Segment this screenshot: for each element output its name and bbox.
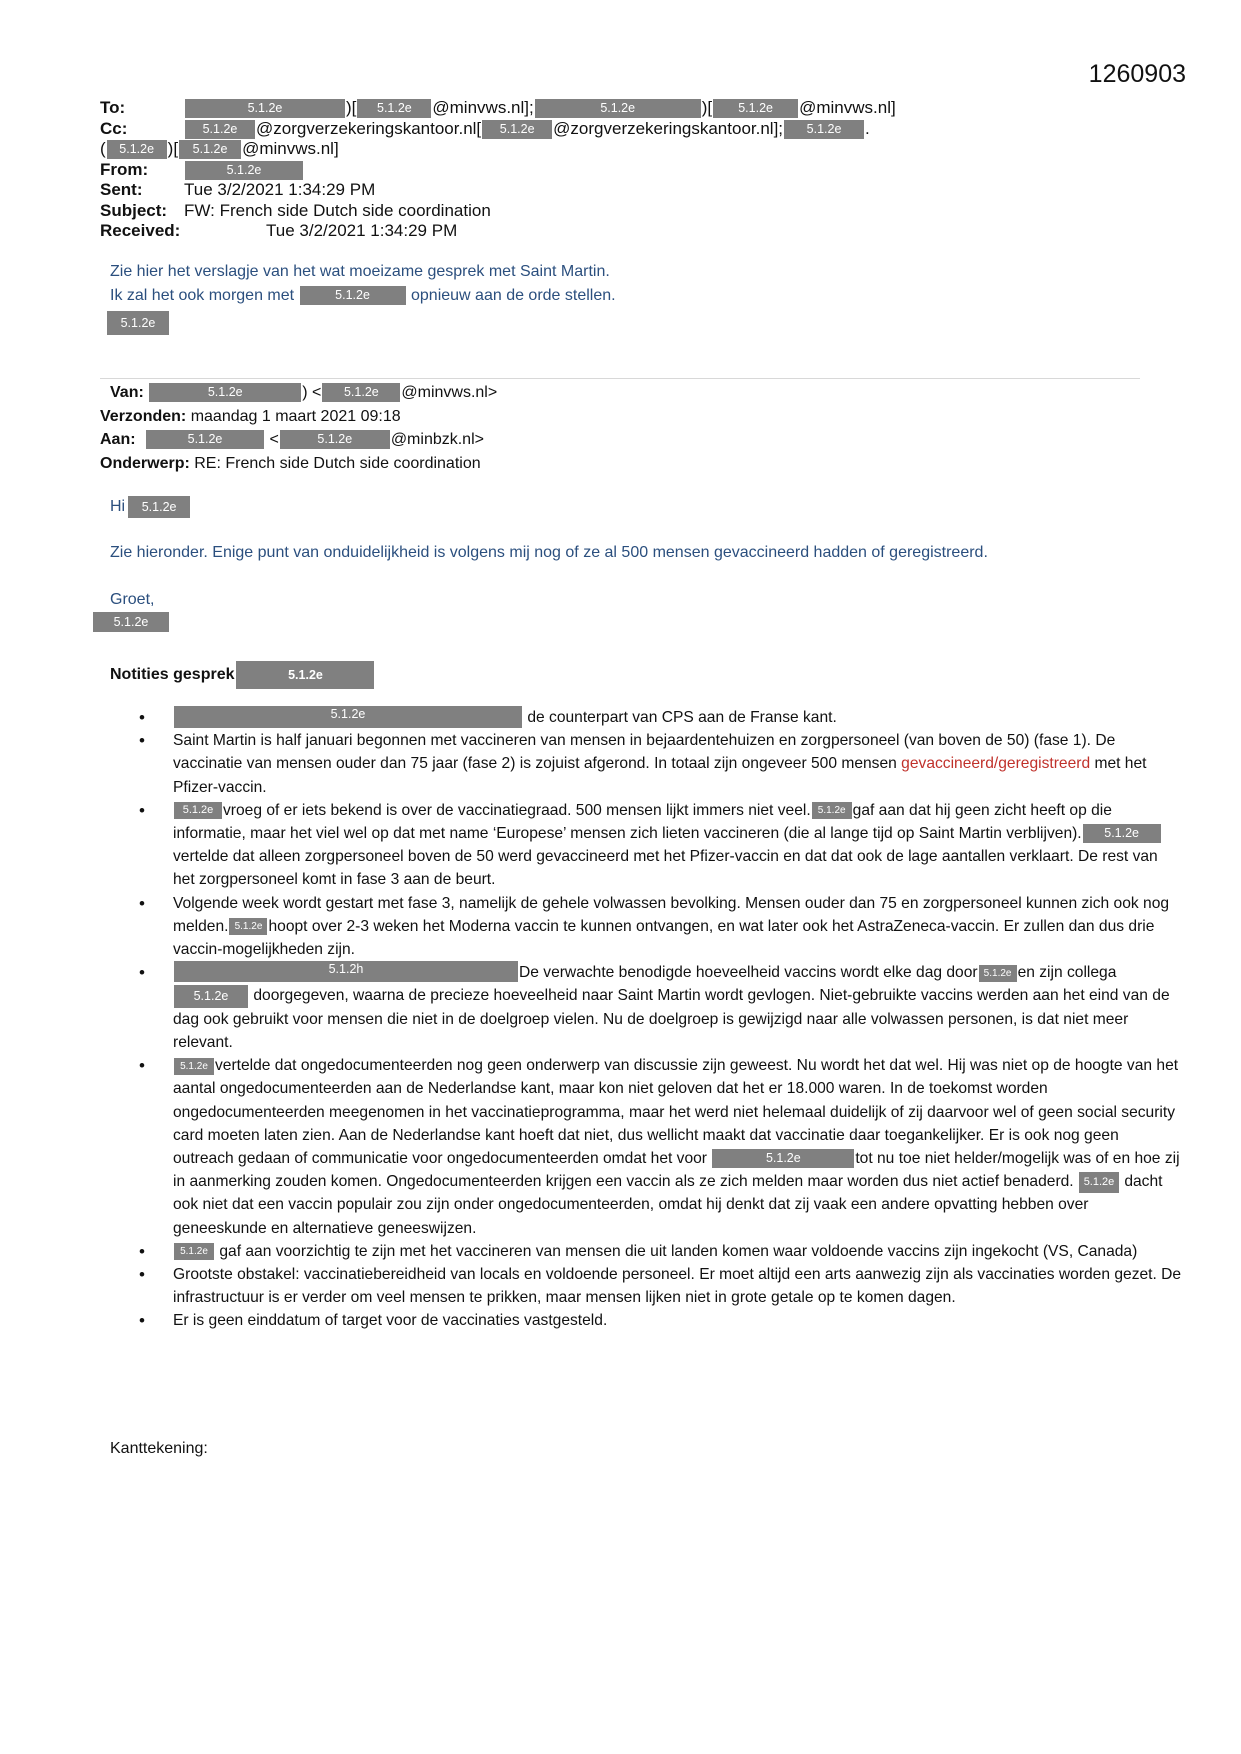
email-header <box>100 98 896 242</box>
cc-sep: )[ <box>167 139 179 158</box>
notes-title <box>110 661 375 689</box>
cc-domain: @zorgverzekeringskantoor.nl[ <box>256 118 482 138</box>
greeting-line <box>110 495 191 519</box>
redaction: 5.1.2e <box>128 496 190 518</box>
notes-title-text: Notities gesprek <box>110 666 235 684</box>
note-highlight: gevaccineerd/geregistreerd <box>901 755 1091 773</box>
onderwerp-label: Onderwerp: <box>100 454 190 472</box>
note-text: tot nu toe niet helder/mogelijk was of en hoe zij in aanmerking zouden komen. Ongedocumenteerden krijgen een vaccin als ze zich melden maar worden dus niet actief benaderd. <box>173 1150 1180 1191</box>
redaction: 5.1.2e <box>280 430 390 449</box>
redaction: 5.1.2e <box>174 1243 214 1260</box>
van-sep: ) < <box>302 384 322 401</box>
note-text: De verwachte benodigde hoeveelheid vaccins wordt elke dag door <box>519 964 978 982</box>
note-text: met het Pfizer-vaccin. <box>173 755 1147 796</box>
notes-list <box>125 706 1183 1333</box>
greeting: Hi <box>110 498 126 515</box>
note-text: Saint Martin is half januari begonnen met vaccineren van mensen in bejaardentehuizen en zorgpersoneel (van boven de 50) (fase 1). De vaccinatie van mensen ouder dan 75 jaar (fase 2) is zojuist afgerond. In totaal zijn ongeveer 500 mensen <box>173 732 1116 773</box>
received-row <box>100 221 896 242</box>
divider <box>100 378 1140 379</box>
note-text: Grootste obstakel: vaccinatiebereidheid van locals en voldoende personeel. Er moet altijd een arts aanwezig zijn als vaccinaties worden gezet. De infrastructuur is er verder om veel mensen te prikken, maar mensen lijken niet in grote getale op te komen dagen. <box>173 1266 1182 1307</box>
redaction: 5.1.2e <box>712 1149 854 1168</box>
aan-label: Aan: <box>100 431 136 448</box>
note-text: Volgende week wordt gestart met fase 3, namelijk de gehele volwassen bevolking. Mensen ouder dan 75 en zorgpersoneel kunnen zich ook nog melden. <box>173 894 1170 935</box>
intro-text <box>110 260 616 335</box>
message-text: Zie hieronder. Enige punt van onduidelijkheid is volgens mij nog of ze al 500 mensen gevaccineerd hadden of geregistreerd. <box>110 544 988 561</box>
redaction: 5.1.2e <box>357 99 431 118</box>
signature <box>92 610 170 634</box>
redaction: 5.1.2e <box>93 612 169 632</box>
from-label: From: <box>100 159 149 179</box>
to-row <box>100 98 896 119</box>
aan-sep: < <box>269 431 279 448</box>
subject-value: FW: French side Dutch side coordination <box>184 200 491 220</box>
cc-row-continued <box>100 139 896 160</box>
note-text: vertelde dat ongedocumenteerden nog geen onderwerp van discussie zijn geweest. Nu wordt het dat wel. Hij was niet op de hoogte van het aantal ongedocumenteerden aan de Nederlandse kant, maar kon niet geloven dat het er 18.000 waren. In de toekomst worden ongedocumenteerden meegenomen in het vaccinatieprogramma, maar het werd niet helemaal duidelijk of zij daarvoor wel of geen social security card moeten laten zien. Aan de Nederlandse kant hoeft dat niet, dus wellicht maakt dat vaccinatie daar toegankelijker. Er is ook nog geen outreach gedaan of communicatie voor ongedocumenteerden omdat het voor <box>173 1057 1179 1168</box>
redaction: 5.1.2e <box>535 99 701 118</box>
redaction: 5.1.2e <box>174 1058 214 1075</box>
sent-value: Tue 3/2/2021 1:34:29 PM <box>184 180 376 199</box>
verzonden-row <box>100 405 497 429</box>
received-label: Received: <box>100 221 181 240</box>
redaction: 5.1.2e <box>185 99 345 118</box>
aan-row <box>100 428 497 452</box>
redaction: 5.1.2e <box>107 311 169 335</box>
redaction: 5.1.2e <box>713 99 798 118</box>
redaction: 5.1.2e <box>979 965 1017 982</box>
redaction: 5.1.2h <box>174 961 518 982</box>
cc-domain: @minvws.nl] <box>242 139 339 158</box>
sent-row <box>100 180 896 201</box>
note-text: gaf aan dat hij geen zicht heeft op die informatie, maar het viel wel op dat met name ‘Europese’ mensen zich lieten vaccineren (die al lange tijd op Saint Martin verblijven). <box>173 801 1112 843</box>
redaction: 5.1.2e <box>174 706 522 728</box>
list-item <box>173 1240 1183 1263</box>
redaction: 5.1.2e <box>812 802 852 819</box>
redaction: 5.1.2e <box>107 140 167 159</box>
note-text: vroeg of er iets bekend is over de vaccinatiegraad. 500 mensen lijkt immers niet veel. <box>223 801 811 819</box>
note-text: de counterpart van CPS aan de Franse kant. <box>527 709 837 726</box>
to-sep: )[ <box>701 98 713 117</box>
redaction: 5.1.2e <box>174 802 222 819</box>
redaction: 5.1.2e <box>300 286 406 305</box>
note-text: doorgegeven, waarna de precieze hoeveelheid naar Saint Martin wordt gevlogen. Niet-gebruikte vaccins werden aan het eind van de dag ook gebruikt voor mensen die niet in de doelgroep vielen. Nu de doelgroep is gewijzigd naar alle volwassen personen, is dat niet meer relevant. <box>173 987 1170 1052</box>
cc-sep: . <box>865 118 870 138</box>
redaction: 5.1.2e <box>1079 1172 1119 1193</box>
received-value: Tue 3/2/2021 1:34:29 PM <box>266 221 458 240</box>
redaction: 5.1.2e <box>784 120 864 139</box>
cc-domain: @zorgverzekeringskantoor.nl]; <box>553 118 784 138</box>
cc-label: Cc: <box>100 118 128 138</box>
intro-line <box>110 284 616 308</box>
regards: Groet, <box>110 591 155 608</box>
intro-signature <box>110 311 616 335</box>
onderwerp-value: RE: French side Dutch side coordination <box>194 454 481 472</box>
redaction: 5.1.2e <box>149 383 301 402</box>
redaction: 5.1.2e <box>146 430 264 449</box>
cc-sep: ( <box>100 139 106 158</box>
list-item <box>173 706 1183 729</box>
verzonden-label: Verzonden: <box>100 407 187 425</box>
verzonden-value: maandag 1 maart 2021 09:18 <box>190 407 401 425</box>
subject-row <box>100 201 896 222</box>
redaction: 5.1.2e <box>185 120 255 139</box>
redaction: 5.1.2e <box>236 661 374 689</box>
list-item <box>173 799 1183 892</box>
forwarded-header <box>100 381 497 475</box>
list-item <box>173 729 1183 799</box>
note-text: vertelde dat alleen zorgpersoneel boven de 50 werd gevaccineerd met het Pfizer-vaccin en dat dat ook de lage aantallen verklaart. De rest van het zorgpersoneel komt in fase 3 aan de beurt. <box>173 848 1158 889</box>
list-item <box>173 1263 1183 1309</box>
list-item <box>173 1309 1183 1332</box>
to-domain: @minvws.nl] <box>799 98 896 117</box>
redaction: 5.1.2e <box>482 120 552 139</box>
document-number: 1260903 <box>1088 60 1186 88</box>
redaction: 5.1.2e <box>322 383 400 402</box>
intro-text-part: opnieuw aan de orde stellen. <box>411 287 616 304</box>
list-item <box>173 892 1183 962</box>
intro-line: Zie hier het verslagje van het wat moeizame gesprek met Saint Martin. <box>110 263 610 280</box>
kanttekening: Kanttekening: <box>110 1440 208 1457</box>
redaction: 5.1.2e <box>185 161 303 180</box>
redaction: 5.1.2e <box>1083 824 1161 843</box>
note-text: gaf aan voorzichtig te zijn met het vaccineren van mensen die uit landen komen waar voldoende vaccins zijn ingekocht (VS, Canada) <box>219 1242 1138 1260</box>
note-text: dacht ook niet dat een vaccin populair zou zijn onder ongedocumenteerden, omdat hij denkt dat zij vaak een andere opvatting hebben over geneeskunde en alternatieve geneeswijzen. <box>173 1173 1163 1237</box>
onderwerp-row <box>100 452 497 476</box>
redaction: 5.1.2e <box>174 985 248 1008</box>
redaction: 5.1.2e <box>179 140 241 159</box>
to-sep: )[ <box>346 98 357 117</box>
list-item <box>173 961 1183 1054</box>
list-item <box>173 1054 1183 1240</box>
aan-domain: @minbzk.nl> <box>390 431 484 448</box>
intro-text-part: Ik zal het ook morgen met <box>110 287 295 304</box>
to-domain: @minvws.nl]; <box>432 98 534 117</box>
note-text: en zijn collega <box>1017 964 1117 982</box>
to-label: To: <box>100 98 126 117</box>
van-label: Van: <box>110 384 144 401</box>
from-row <box>100 160 896 181</box>
redaction: 5.1.2e <box>229 918 267 935</box>
note-text: Er is geen einddatum of target voor de vaccinaties vastgesteld. <box>173 1312 608 1330</box>
sent-label: Sent: <box>100 180 143 199</box>
subject-label: Subject: <box>100 200 168 220</box>
van-domain: @minvws.nl> <box>401 384 498 401</box>
cc-row <box>100 119 896 140</box>
van-row <box>100 381 497 405</box>
note-text: hoopt over 2-3 weken het Moderna vaccin te kunnen ontvangen, en wat later ook het AstraZeneca-vaccin. Er zullen dan dus drie vaccin-mogelijkheden zijn. <box>173 917 1155 959</box>
